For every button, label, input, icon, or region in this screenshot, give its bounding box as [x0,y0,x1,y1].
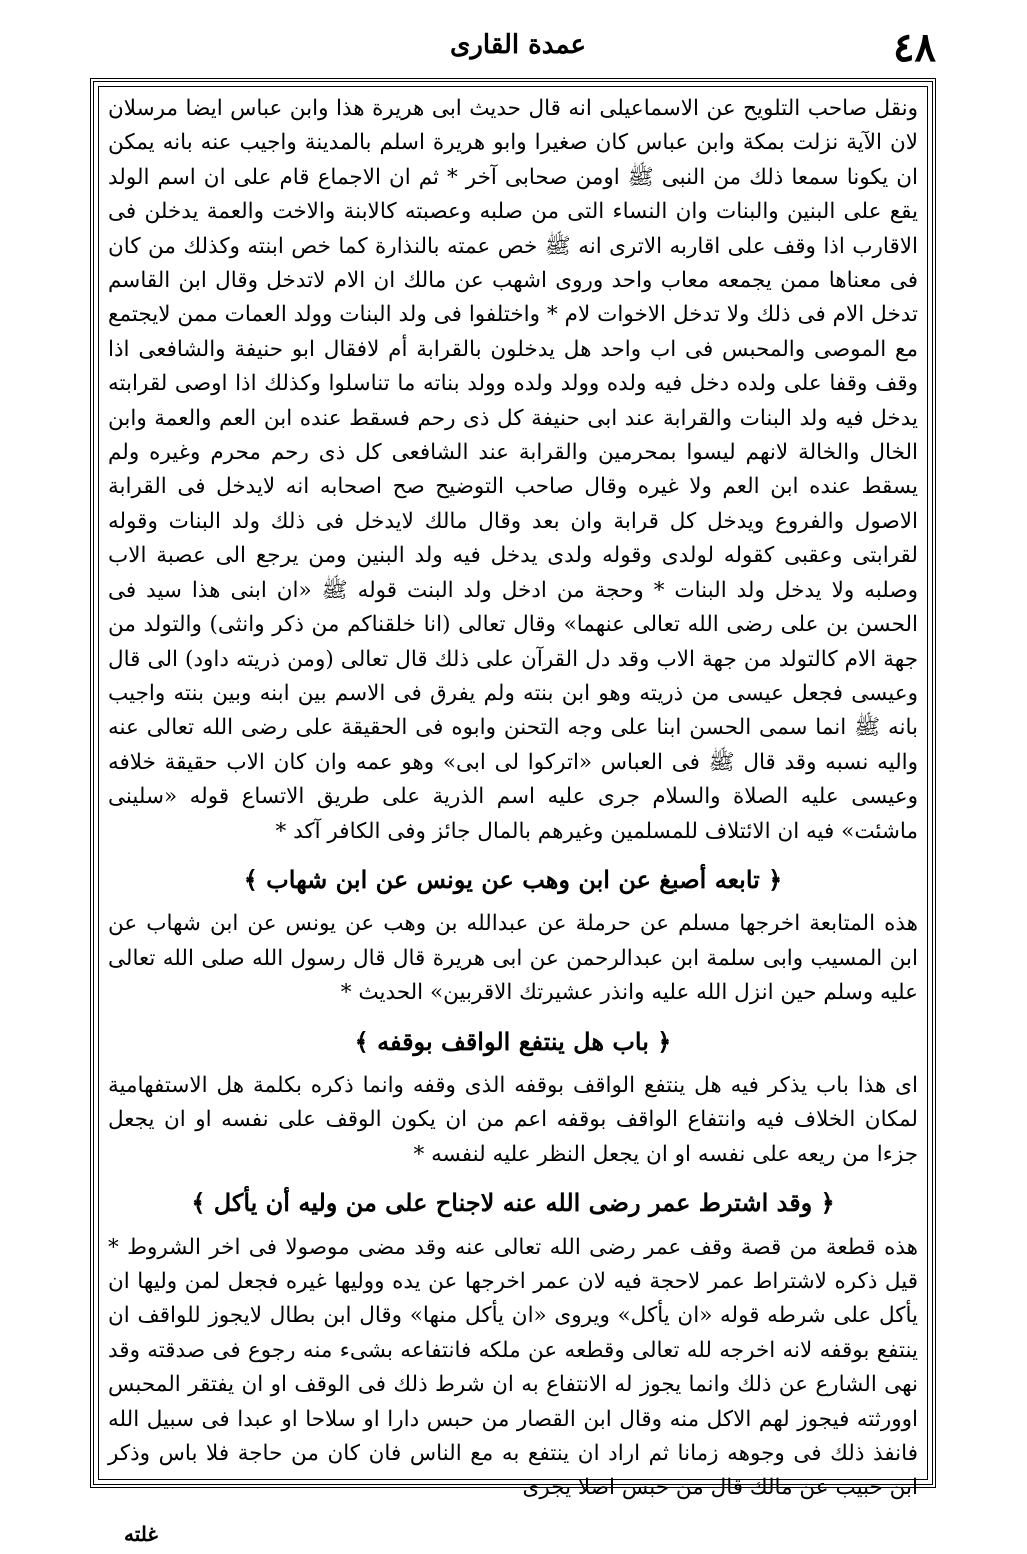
paragraph-commentary-3: اى هذا باب يذكر فيه هل ينتفع الواقف بوقفه الذى وقفه وانما ذكره بكلمة هل الاستفهامية لمكان الخلاف فيه وانتفاع الواقف بوقفه اعم من ان يكون الوقف على نفسه او ان يجعل جزءا من ريعه على نفسه او ان يجعل النظر عليه لنفسه * [108,1072,918,1167]
text-frame [90,78,936,1501]
page-header [100,20,936,70]
paragraph-commentary-1: ونقل صاحب التلويح عن الاسماعيلى انه قال حديث ابى هريرة هذا وابن عباس ايضا مرسلان لان الآية نزلت بمكة وابن عباس كان صغيرا وابو هريرة اسلم بالمدينة واجيب عنه بانه يمكن ان يكونا سمعا ذلك من النبى ﷺ اومن صحابى آخر * ثم ان الاجماع قام على ان اسم الولد يقع على البنين والبنات وان النساء التى من صلبه وعصبته كالابنة والاخت والعمة يدخلن فى الاقارب اذا وقف على اقاربه الاترى انه ﷺ خص عمته بالنذارة كما خص ابنته وكذلك من كان فى معناها ممن يجمعه معاب واحد وروى اشهب عن مالك ان الام لاتدخل وقال ابن القاسم تدخل الام فى ذلك ولا تدخل الاخوات لام * واختلفوا فى ولد البنات وولد العمات ممن لايجتمع مع الموصى والمحبس فى اب واحد هل يدخلون بالقرابة أم لافقال ابو حنيفة والشافعى اذا وقف وقفا على ولده دخل فيه ولده وولد ولده وولد بناته ما تناسلوا وكذلك اذا اوصى لقرابته يدخل فيه ولد البنات والقرابة عند ابى حنيفة كل ذى رحم فسقط عنده ابن العم والعمة وابن الخال والخالة لانهم ليسوا بمحرمين والقرابة عند الشافعى كل ذى رحم محرم وغيره ولم يسقط عنده ابن العم ولا غيره وقال صاحب التوضيح صح اصحابه انه لايدخل فى القرابة الاصول والفروع ويدخل كل قرابة وان بعد وقال مالك لايدخل فى ذلك ولد البنات وقوله لقرابتى وعقبى كقوله لولدى وقوله ولدى يدخل فيه ولد البنين ومن يرجع الى عصبة الاب وصلبه ولا يدخل ولد البنات * وحجة من ادخل ولد البنت قوله ﷺ «ان ابنى هذا سيد فى الحسن بن على رضى الله تعالى عنهما» وقال تعالى (انا خلقناكم من ذكر وانثى) والتولد من جهة الام كالتولد من جهة الاب وقد دل القرآن على ذلك قال تعالى (ومن ذريته داود) الى قال وعيسى فجعل عيسى من ذريته وهو ابن بنته ولم يفرق فى الاسم بين ابنه وبين بنته واجيب بانه ﷺ انما سمى الحسن ابنا على وجه التحنن وابوه فى الحقيقة على رضى الله تعالى عنه واليه نسبه وقد قال ﷺ فى العباس «اتركوا لى ابى» وهو عمه وان كان الاب حقيقة خلافه وعيسى عليه الصلاة والسلام جرى عليه اسم الذرية على طريق الاتساع قوله «سلينى ماشئت» فيه ان الائتلاف للمسلمين وغيرهم بالمال جائز وفى الكافر آكد * [108,96,918,844]
section-heading-2: ﴿ باب هل ينتفع الواقف بوقفه ﴾ [354,1026,672,1056]
page-body [108,92,918,1501]
paragraph-commentary-4: هذه قطعة من قصة وقف عمر رضى الله تعالى عنه وقد مضى موصولا فى اخر الشروط * قيل ذكره لاشتراط عمر لاحجة فيه لان عمر اخرجها عن يده ووليها غيره فجعل لمن وليها ان يأكل على شرطه قوله «ان يأكل» ويروى «ان يأكل منها» وقال ابن بطال لايجوز للواقف ان ينتفع بوقفه لانه اخرجه لله تعالى وقطعه عن ملكه فانتفاعه بشىء منه رجوع فى صدقته وقد نهى الشارع عن ذلك وانما يجوز له الانتفاع به ان شرط ذلك فى الوقف او ان يفتقر المحبس اوورثته فيجوز لهم الاكل منه وقال ابن القصار من حبس دارا او سلاحا او عبدا فى سبيل الله فانفذ ذلك فى وجوهه زمانا ثم اراد ان ينتفع به مع الناس فان كان من حاجة فلا باس وذكر ابن حبيب عن مالك قال من حبس اصلا يجرى [108,1234,918,1501]
catchword: غلته [124,1522,158,1546]
section-heading-1: ﴿ تابعه أصبغ عن ابن وهب عن يونس عن ابن شهاب ﴾ [243,864,783,894]
running-title: عمدة القارى [450,30,586,60]
page-number: ٤٨ [893,24,936,71]
paragraph-commentary-2: هذه المتابعة اخرجها مسلم عن حرملة عن عبدالله بن وهب عن يونس عن ابن شهاب عن ابن المسيب وابى سلمة ابن عبدالرحمن عن ابى هريرة قال قال رسول الله صلى الله تعالى عليه وسلم حين انزل الله عليه وانذر عشيرتك الاقربين» الحديث * [108,911,918,1006]
section-heading-3: ﴿ وقد اشترط عمر رضى الله عنه لاجناح على من وليه أن يأكل ﴾ [191,1188,835,1218]
